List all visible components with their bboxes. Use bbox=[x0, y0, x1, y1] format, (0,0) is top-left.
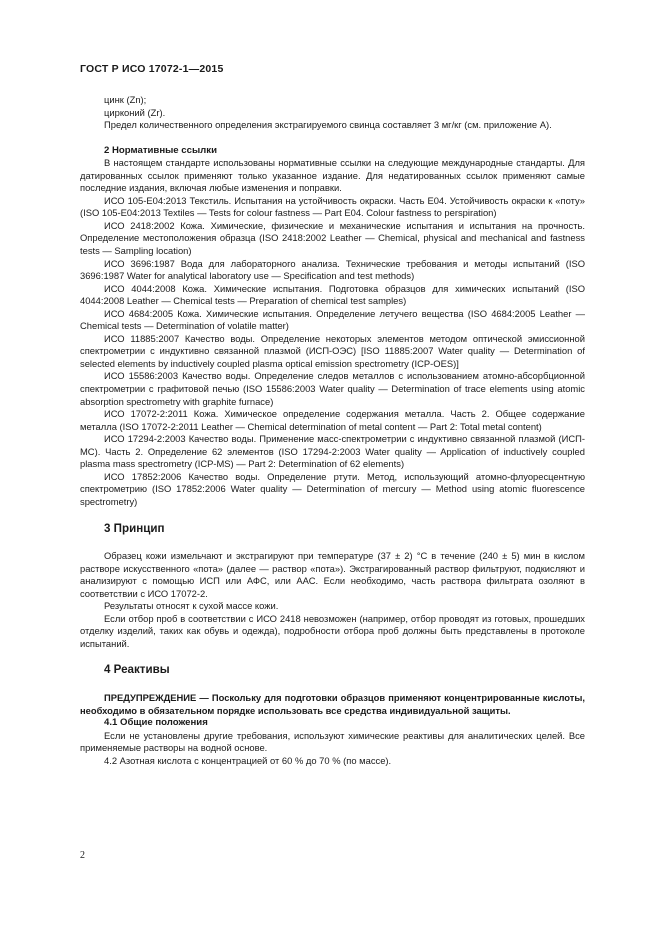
reference-item: ИСО 15586:2003 Качество воды. Определение следов металлов с использованием атомно-абсорбционной спектрометрии с графитовой печью (ISO 15586:2003 Water quality — Determination of trace elements using atomic absorption spectrometry with graphite furnace) bbox=[80, 370, 585, 407]
reference-item: ИСО 4684:2005 Кожа. Химические испытания. Определение летучего вещества (ISO 4684:2005 Leather — Chemical tests — Determination of volatile matter) bbox=[80, 307, 585, 332]
reference-item: ИСО 2418:2002 Кожа. Химические, физические и механические испытания и испытания на прочность. Определение местоположения образца (ISO 2418:2002 Leather — Chemical, physical and mechanical and fastness tests — Sampling location) bbox=[80, 219, 585, 257]
list-item: цирконий (Zr). bbox=[104, 106, 166, 118]
reference-item: ИСО 17852:2006 Качество воды. Определение ртути. Метод, использующий атомно-флуоресцентную спектрометрию (ISO 17852:2006 Water quality — Determination of mercury — Method using atomic fluorescence spectrometry) bbox=[80, 470, 585, 507]
document-body bbox=[80, 94, 585, 767]
reference-item: ИСО 17072-2:2011 Кожа. Химическое определение содержания металла. Часть 2. Общее содержание металла (ISO 17072-2:2011 Leather — Chemical determination of metal content — Part 2: Total metal content) bbox=[80, 408, 585, 432]
document-header: ГОСТ Р ИСО 17072-1—2015 bbox=[80, 63, 224, 75]
reference-item: ИСО 3696:1987 Вода для лабораторного анализа. Технические требования и методы испытаний (ISO 3696:1987 Water for analytical laboratory use — Specification and test methods) bbox=[80, 257, 585, 282]
reference-item: ИСО 17294-2:2003 Качество воды. Применение масс-спектрометрии с индуктивно связанной плазмой (ИСП-МС). Часть 2. Определение 62 элементов (ISO 17294-2:2003 Water quality — Application of inductively coupled plasma mass spectrometry (ICP-MS) — Part 2: Determination of 62 elements) bbox=[80, 433, 585, 470]
section-heading: 4 Реактивы bbox=[104, 663, 170, 677]
reference-item: ИСО 4044:2008 Кожа. Химические испытания. Подготовка образцов для химических испытаний (ISO 4044:2008 Leather — Chemical tests — Preparation of chemical test samples) bbox=[80, 282, 585, 307]
paragraph: Если отбор проб в соответствии с ИСО 2418 невозможен (например, отбор проводят из готовых, прошедших отделку изделий, таких как обувь и одежда), подробности отбора проб должны быть представлены в протоколе испытаний. bbox=[80, 612, 585, 649]
paragraph: Образец кожи измельчают и экстрагируют при температуре (37 ± 2) °С в течение (240 ± 5) мин в кислом растворе искусственного «пота» (далее — раствор «пота»). Экстрагированный раствор фильтруют, подкисляют и анализируют с помощью ИСП или АФС, или ААС. Если необходимо, часть раствора фильтрата озоляют в соответствии с ИСО 17072-2. bbox=[80, 550, 585, 599]
paragraph: 4.2 Азотная кислота с концентрацией от 60 % до 70 % (по массе). bbox=[104, 754, 392, 766]
list-item: цинк (Zn); bbox=[104, 94, 147, 105]
reference-item: ИСО 11885:2007 Качество воды. Определение некоторых элементов методом оптической эмиссионной спектрометрии с индуктивно связанной плазмой (ИСП-ОЭС) [ISO 11885:2007 Water quality — Determination of selected elements by inductively coupled plasma optical emission spectrometry (ICP-OES)] bbox=[80, 332, 585, 369]
paragraph: В настоящем стандарте использованы нормативные ссылки на следующие международные стандарты. Для датированных ссылок применяют только указанное издание. Для недатированных ссылок применяют самые последние издания, включая любые изменения и поправки. bbox=[80, 157, 585, 194]
section-heading: 2 Нормативные ссылки bbox=[104, 144, 217, 156]
paragraph: Результаты относят к сухой массе кожи. bbox=[104, 600, 279, 612]
page-number: 2 bbox=[80, 850, 85, 861]
warning-text: ПРЕДУПРЕЖДЕНИЕ — Поскольку для подготовки образцов применяют концентрированные кислоты, необходимо в обязательном порядке использовать все средства индивидуальной защиты. bbox=[80, 691, 585, 716]
paragraph: Если не установлены другие требования, используют химические реактивы для аналитических целей. Все применяемые растворы на водной основе. bbox=[80, 729, 585, 754]
subsection-heading: 4.1 Общие положения bbox=[104, 717, 208, 729]
section-heading: 3 Принцип bbox=[104, 521, 165, 535]
reference-item: ИСО 105-E04:2013 Текстиль. Испытания на устойчивость окраски. Часть E04. Устойчивость окраски к «поту» (ISO 105-E04:2013 Textiles — Tests for colour fastness — Part E04. Colour fastness to perspiration) bbox=[80, 194, 585, 219]
paragraph: Предел количественного определения экстрагируемого свинца составляет 3 мг/кг (см. приложение А). bbox=[104, 119, 552, 131]
